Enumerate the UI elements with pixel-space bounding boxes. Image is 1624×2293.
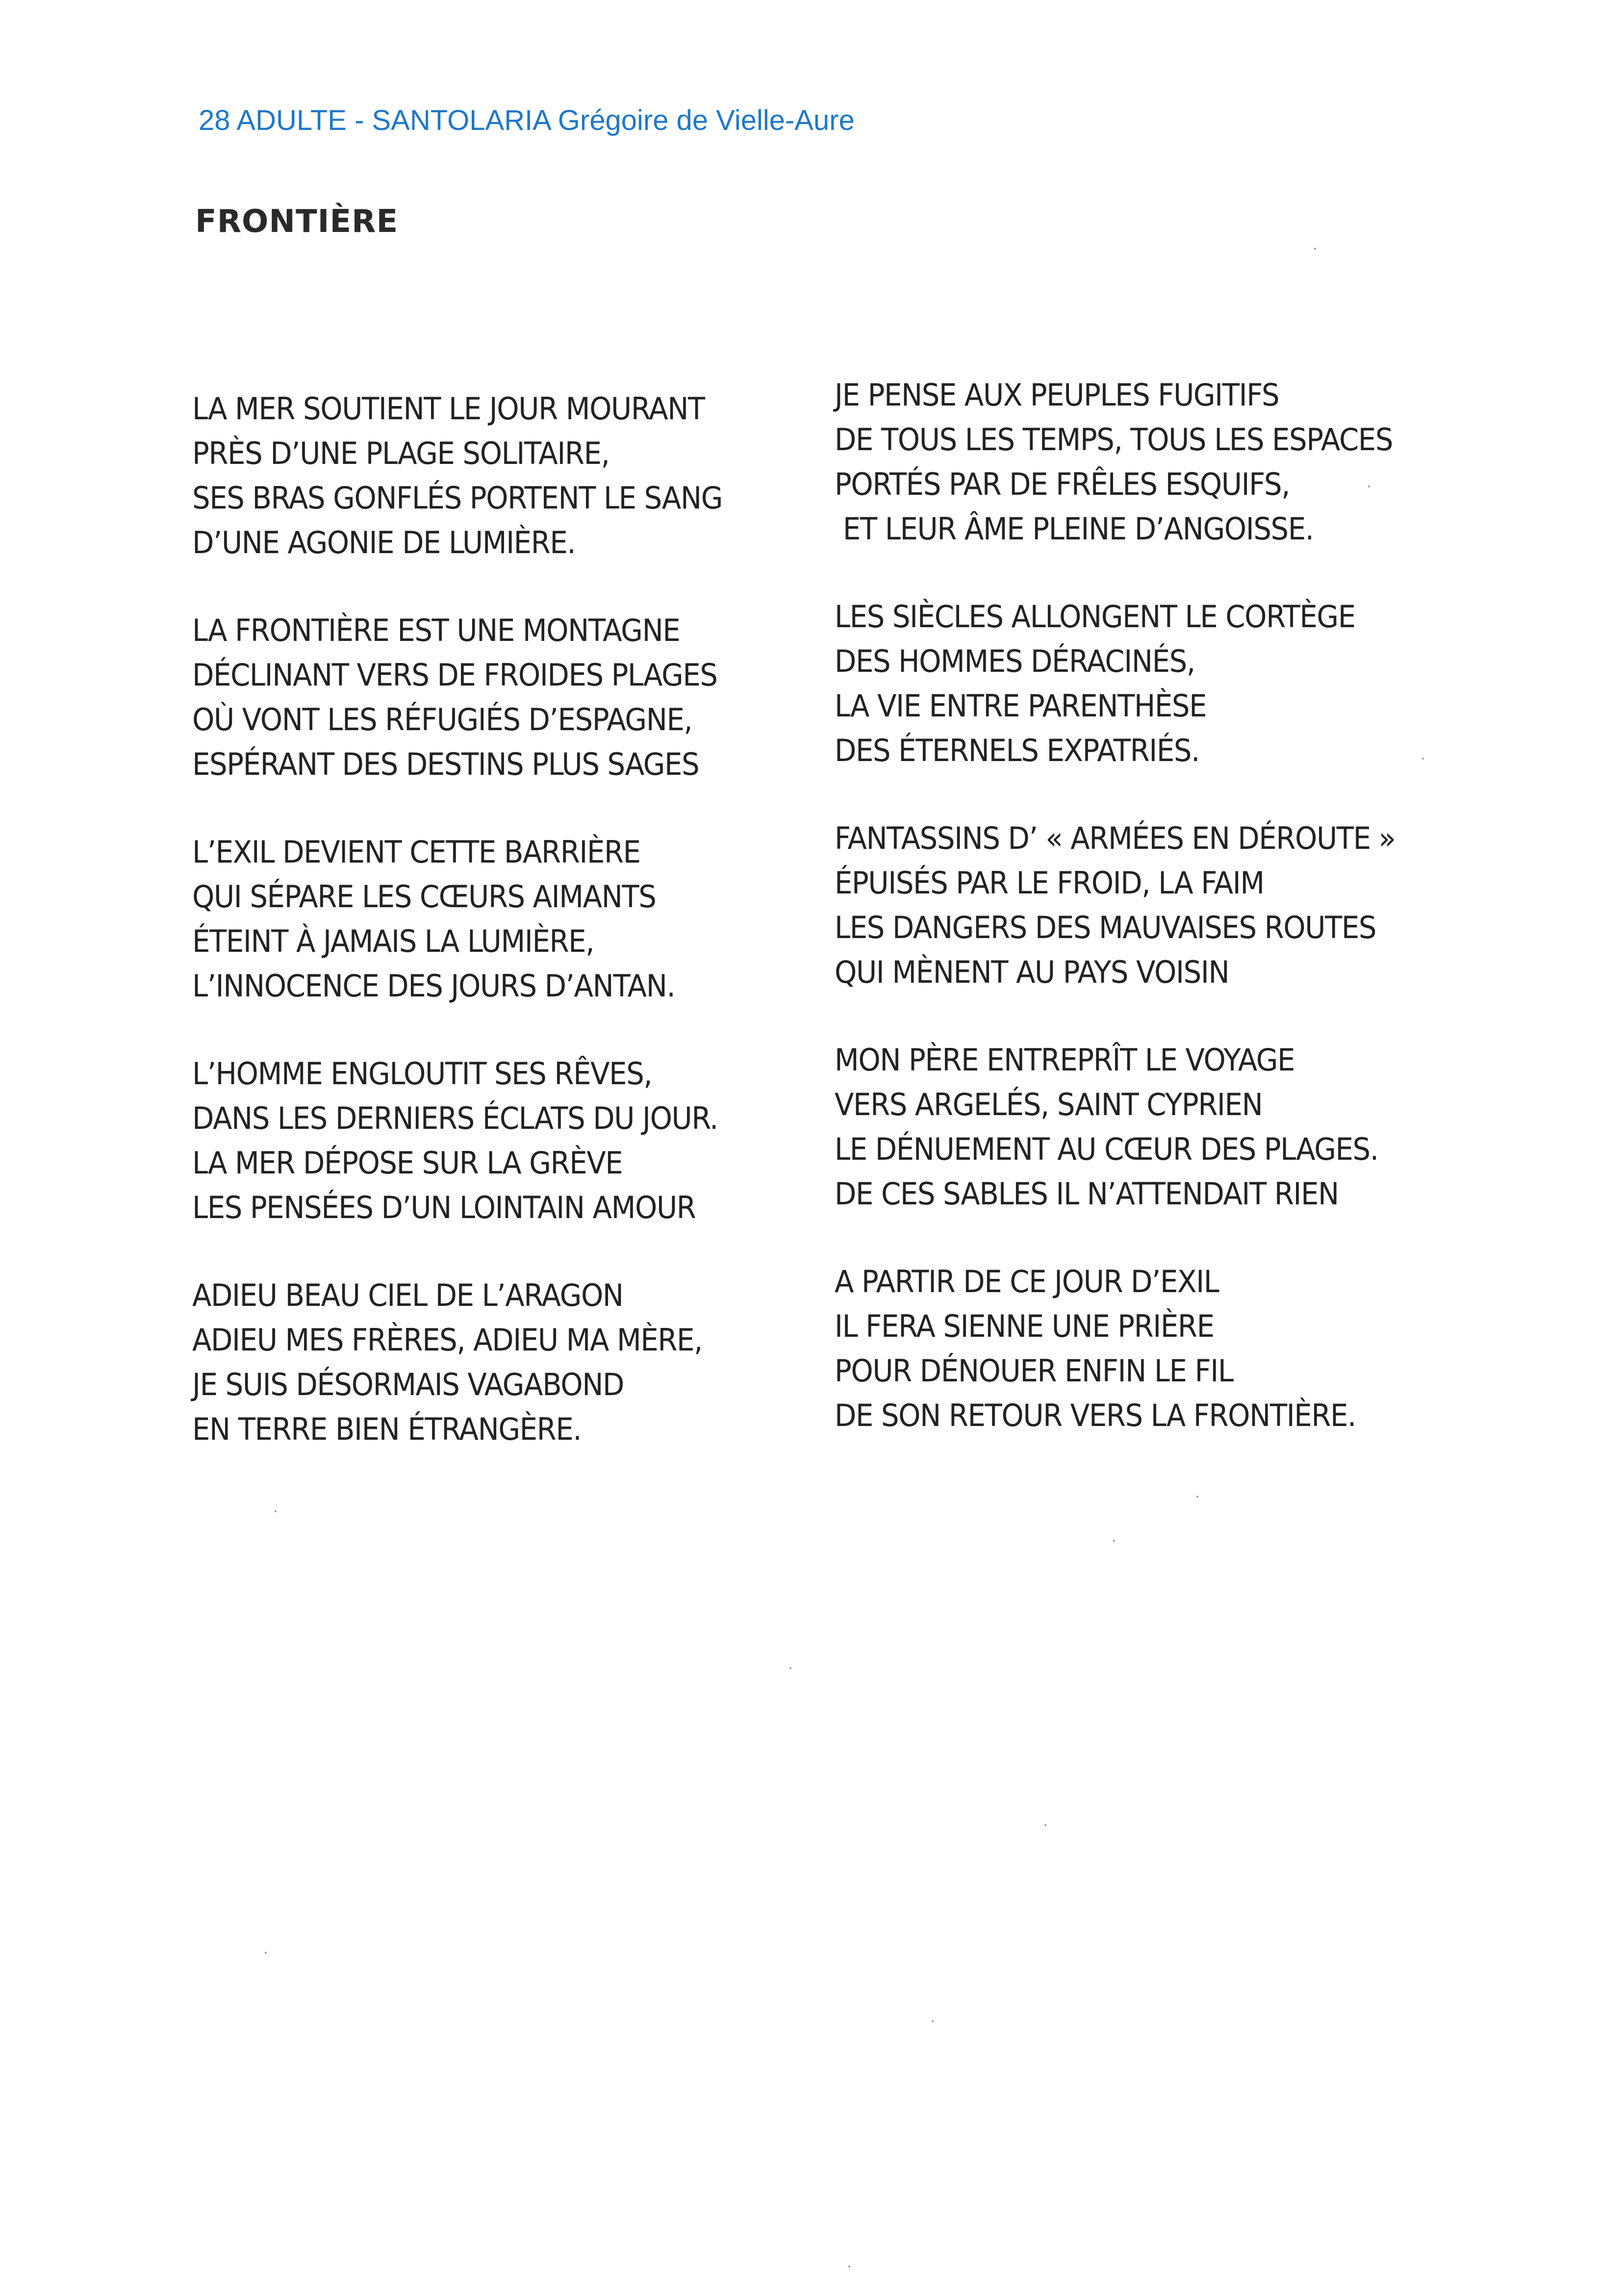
poem-line: LES DANGERS DES MAUVAISES ROUTES bbox=[835, 910, 1376, 945]
poem-line: MON PÈRE ENTREPRÎT LE VOYAGE bbox=[835, 1042, 1295, 1078]
stanza bbox=[192, 1051, 830, 1230]
poem-left-column bbox=[192, 386, 830, 1495]
poem-line: L’INNOCENCE DES JOURS D’ANTAN. bbox=[192, 968, 675, 1004]
poem-line: L’HOMME ENGLOUTIT SES RÊVES, bbox=[192, 1056, 652, 1092]
poem-line: DE SON RETOUR VERS LA FRONTIÈRE. bbox=[835, 1398, 1356, 1433]
poem-line: LA MER DÉPOSE SUR LA GRÈVE bbox=[192, 1145, 623, 1181]
scan-speck bbox=[275, 1510, 277, 1512]
poem-line: ADIEU BEAU CIEL DE L’ARAGON bbox=[192, 1277, 623, 1313]
poem-line: PRÈS D’UNE PLAGE SOLITAIRE, bbox=[192, 435, 609, 471]
poem-line: L’EXIL DEVIENT CETTE BARRIÈRE bbox=[192, 834, 640, 870]
poem-line: DE TOUS LES TEMPS, TOUS LES ESPACES bbox=[835, 422, 1393, 458]
stanza bbox=[192, 830, 830, 1008]
poem-line: DE CES SABLES IL N’ATTENDAIT RIEN bbox=[835, 1176, 1339, 1212]
poem-line: JE SUIS DÉSORMAIS VAGABOND bbox=[192, 1367, 624, 1402]
poem-line: ADIEU MES FRÈRES, ADIEU MA MÈRE, bbox=[192, 1322, 703, 1358]
poem-right-column bbox=[835, 373, 1472, 1481]
poem-line: LA MER SOUTIENT LE JOUR MOURANT bbox=[192, 391, 705, 427]
poem-line: ÉPUISÉS PAR LE FROID, LA FAIM bbox=[835, 865, 1264, 901]
scan-speck bbox=[1044, 1824, 1046, 1826]
stanza bbox=[835, 1038, 1472, 1216]
stanza bbox=[192, 608, 830, 787]
stanza bbox=[835, 1259, 1472, 1438]
scan-speck bbox=[1196, 1496, 1198, 1498]
poem-line: LES PENSÉES D’UN LOINTAIN AMOUR bbox=[192, 1190, 696, 1225]
poem-line: D’UNE AGONIE DE LUMIÈRE. bbox=[192, 525, 576, 561]
poem-line: IL FERA SIENNE UNE PRIÈRE bbox=[835, 1308, 1214, 1344]
poem-line: EN TERRE BIEN ÉTRANGÈRE. bbox=[192, 1411, 582, 1447]
scan-speck bbox=[1422, 758, 1424, 760]
scan-speck bbox=[1314, 248, 1316, 250]
poem-line: ET LEUR ÂME PLEINE D’ANGOISSE. bbox=[835, 511, 1314, 547]
poem-line: DES ÉTERNELS EXPATRIÉS. bbox=[835, 733, 1200, 768]
scan-speck bbox=[848, 2266, 850, 2268]
poem-line: OÙ VONT LES RÉFUGIÉS D’ESPAGNE, bbox=[192, 702, 692, 738]
poem-line: SES BRAS GONFLÉS PORTENT LE SANG bbox=[192, 480, 723, 516]
poem-line: LA FRONTIÈRE EST UNE MONTAGNE bbox=[192, 612, 680, 648]
poem-line: LE DÉNUEMENT AU CŒUR DES PLAGES. bbox=[835, 1131, 1378, 1167]
poem-line: A PARTIR DE CE JOUR D’EXIL bbox=[835, 1264, 1219, 1299]
poem-line: QUI MÈNENT AU PAYS VOISIN bbox=[835, 954, 1229, 990]
stanza bbox=[192, 1273, 830, 1452]
poem-line: ÉTEINT À JAMAIS LA LUMIÈRE, bbox=[192, 923, 594, 959]
poem-line: PORTÉS PAR DE FRÊLES ESQUIFS, bbox=[835, 466, 1290, 502]
stanza bbox=[835, 594, 1472, 773]
page-header: 28 ADULTE - SANTOLARIA Grégoire de Vielle-Aure bbox=[199, 104, 855, 136]
poem-line: DES HOMMES DÉRACINÉS, bbox=[835, 643, 1195, 679]
poem-line: LES SIÈCLES ALLONGENT LE CORTÈGE bbox=[835, 599, 1355, 635]
poem-line: DANS LES DERNIERS ÉCLATS DU JOUR. bbox=[192, 1100, 718, 1136]
stanza bbox=[835, 816, 1472, 994]
stanza bbox=[192, 386, 830, 565]
scan-speck bbox=[932, 2020, 934, 2022]
poem-title: FRONTIÈRE bbox=[195, 204, 399, 240]
poem-line: POUR DÉNOUER ENFIN LE FIL bbox=[835, 1353, 1233, 1389]
scan-speck bbox=[1113, 1540, 1115, 1542]
scan-speck bbox=[789, 1667, 791, 1669]
poem-line: JE PENSE AUX PEUPLES FUGITIFS bbox=[835, 377, 1279, 413]
poem-line: DÉCLINANT VERS DE FROIDES PLAGES bbox=[192, 657, 717, 693]
poem-line: FANTASSINS D’ « ARMÉES EN DÉROUTE » bbox=[835, 820, 1396, 856]
poem-line: LA VIE ENTRE PARENTHÈSE bbox=[835, 688, 1207, 724]
stanza bbox=[835, 373, 1472, 551]
scan-speck bbox=[265, 1952, 267, 1954]
poem-line: VERS ARGELÉS, SAINT CYPRIEN bbox=[835, 1087, 1263, 1122]
poem-line: QUI SÉPARE LES CŒURS AIMANTS bbox=[192, 879, 656, 915]
scan-speck bbox=[1368, 485, 1370, 487]
poem-line: ESPÉRANT DES DESTINS PLUS SAGES bbox=[192, 746, 699, 782]
